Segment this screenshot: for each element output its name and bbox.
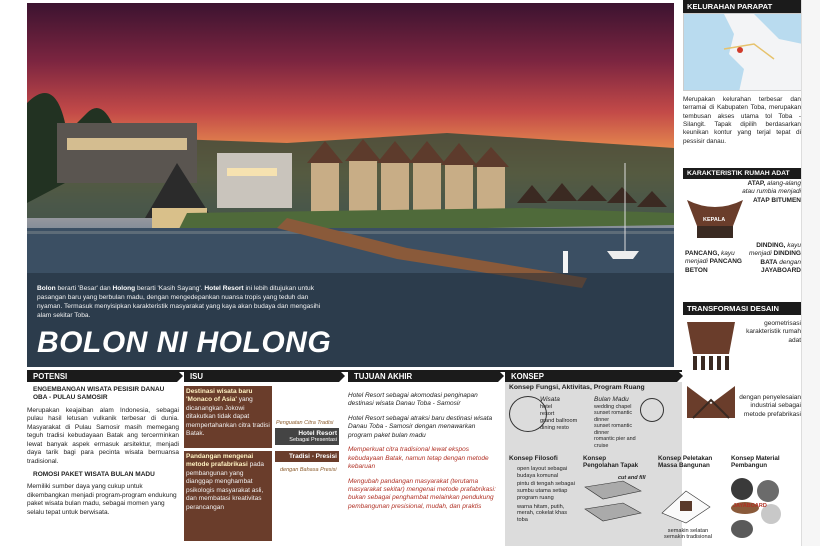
tujuan-point-1: Hotel Resort sebagai akomodasi penginapan destinasi wisata Danau Toba - Samosir	[348, 392, 478, 408]
cut-fill-label: cut and fill	[618, 475, 646, 481]
isu-label-2: Hotel Resort Sebagai Presentasi	[275, 428, 339, 445]
location-header: KELURAHAN PARAPAT	[683, 0, 801, 13]
site-terrace-icon	[583, 477, 643, 533]
rings-icon	[640, 398, 664, 422]
tab-isu: ISU	[184, 370, 339, 382]
potensi-text-2: Memiliki sumber daya yang cukup untuk dikembangkan menjadi program-program endukung paket wisata bulan madu, sebagai momen yang selalu tepat untuk berwisata.	[27, 483, 177, 516]
page-title: BOLON NI HOLONG	[37, 326, 332, 359]
jayaboard-label: JAYABOARD	[733, 503, 767, 509]
hero-caption: Bolon berarti 'Besar' dan Holong berarti 'Kasih Sayang'. Hotel Resort ini lebih ditujukan untuk pasangan baru yang berbulan madu, dengan mengedepankan nuansa tropis yang teduh dan nyaman. Termasuk menyisipkan karakteristik masyarakat yang kaya akan budaya dan mengasihi alam sekitar Toba.	[37, 285, 321, 319]
dinding-note: DINDING, kayu menjadi DINDING BATA dengan JAYABOARD	[748, 242, 801, 275]
kepala-label: KEPALA	[703, 217, 726, 223]
mass-placement-icon	[658, 485, 714, 525]
massa-caption: semakin selatan semakin tradisional	[664, 528, 712, 541]
tujuan-column	[348, 392, 500, 511]
konsep-fungsi-title: Konsep Fungsi, Aktivitas, Program Ruang	[509, 384, 645, 391]
potensi-heading-2: ROMOSI PAKET WISATA BULAN MADU	[33, 470, 155, 478]
potensi-heading-1: ENGEMBANGAN WISATA PESISIR DANAU OBA - PULAU SAMOSIR	[33, 386, 165, 402]
tujuan-point-4: Mengubah pandangan masyarakat (terutama masyarakat sekitar) mengenai metode prafabrikasi: bukan sebagai penghambat melainkan pendukung pembangunan presisional, mudah, dan praktis	[348, 477, 496, 510]
hero-render	[27, 3, 674, 367]
tab-konsep: KONSEP	[505, 370, 677, 382]
isu-box-2: Pandangan mengenai metode prafabrikasi pada pembangunan yang dianggap menghambat psikologis masyarakat asli, dan membatasi kreativitas perancangan	[184, 451, 272, 541]
isu-label-1: Penguatan Citra Tradisi	[276, 420, 334, 426]
potensi-column	[27, 386, 179, 517]
transform-note-1: geometrisasi karakteristik rumah adat	[746, 320, 801, 344]
massa-title: Konsep Peletakan Massa Bangunan	[658, 455, 713, 469]
transform-note-2: dengan penyelesaian industrial sebagai metode prefabrikasi	[739, 394, 801, 418]
filosofi-title: Konsep Filosofi	[509, 455, 558, 462]
material-swatches	[731, 478, 785, 542]
location-description: Merupakan kelurahan terbesar dan terramai di Kabupaten Toba, merupakan tembusan akses utama tol Toba - Silangit. Tapak dipilih berdasarkan keunikan kontur yang terjal tepat di pessisir danau.	[683, 96, 801, 145]
tab-potensi: POTENSI	[27, 370, 177, 382]
atap-note: ATAP, alang-alang atau rumbia menjadi ATAP BITUMEN	[742, 180, 801, 204]
isu-label-4: dengan Bahasa Presisi	[280, 467, 337, 473]
potensi-text-1: Merupakan keajaiban alam Indonesia, sebagai pulau hasil letusan vulkanik terbesar di dunia. Masyarakat di Pulau Samosir masih memegang teguh tradisi kebudayaan Batak ang tercerminkan lewat banyak aspek ermasuk arsitektur, menjadi daya tarik bagi para pecinta wisata bernuansa tradisional.	[27, 406, 179, 465]
wisata-list: hotel resort grand ballroom dining resto	[540, 404, 578, 431]
olahan-title: Konsep Pengolahan Tapak	[583, 455, 639, 469]
isu-box-1: Destinasi wisata baru 'Monaco of Asia' yang dicanangkan Jokowi ditakutkan tidak dapat mempertahankan citra tradisi Batak.	[184, 386, 272, 448]
tujuan-point-2: Hotel Resort sebagai atraksi baru destinasi wisata Danau Toba - Samosir dengan menawarkan program paket bulan madu	[348, 414, 493, 439]
transform-roof-icon	[685, 318, 737, 372]
material-title: Konsep Material Pembangun	[731, 455, 780, 469]
sidebar-gutter	[801, 0, 820, 546]
isu-label-3: Tradisi - Presisi	[275, 451, 339, 462]
transform-prefab-icon	[685, 378, 737, 424]
house-header: KARAKTERISTIK RUMAH ADAT	[683, 168, 801, 179]
location-map	[683, 13, 802, 91]
pancang-note: PANCANG, kayu menjadi PANCANG BETON	[685, 250, 742, 274]
transform-header: TRANSFORMASI DESAIN	[683, 302, 801, 315]
tab-tujuan: TUJUAN AKHIR	[348, 370, 498, 382]
tujuan-point-3: Memperkuat citra tradisional lewat ekspos kebudayaan Batak, namun tetap dengan metode kebaruan	[348, 446, 489, 471]
wisata-label: Wisata	[540, 396, 560, 403]
filosofi-list: open layout sebagai budaya komunal pintu di tengah sebagai sumbu utama setiap program ruang warna hitam, putih, merah, cokelat khas toba	[517, 466, 575, 523]
bulan-madu-label: Bulan Madu	[594, 396, 629, 403]
bulan-madu-list: wedding chapel sunset romantic dinner sunset romantic dinner romantic pier and cruise	[594, 404, 636, 449]
